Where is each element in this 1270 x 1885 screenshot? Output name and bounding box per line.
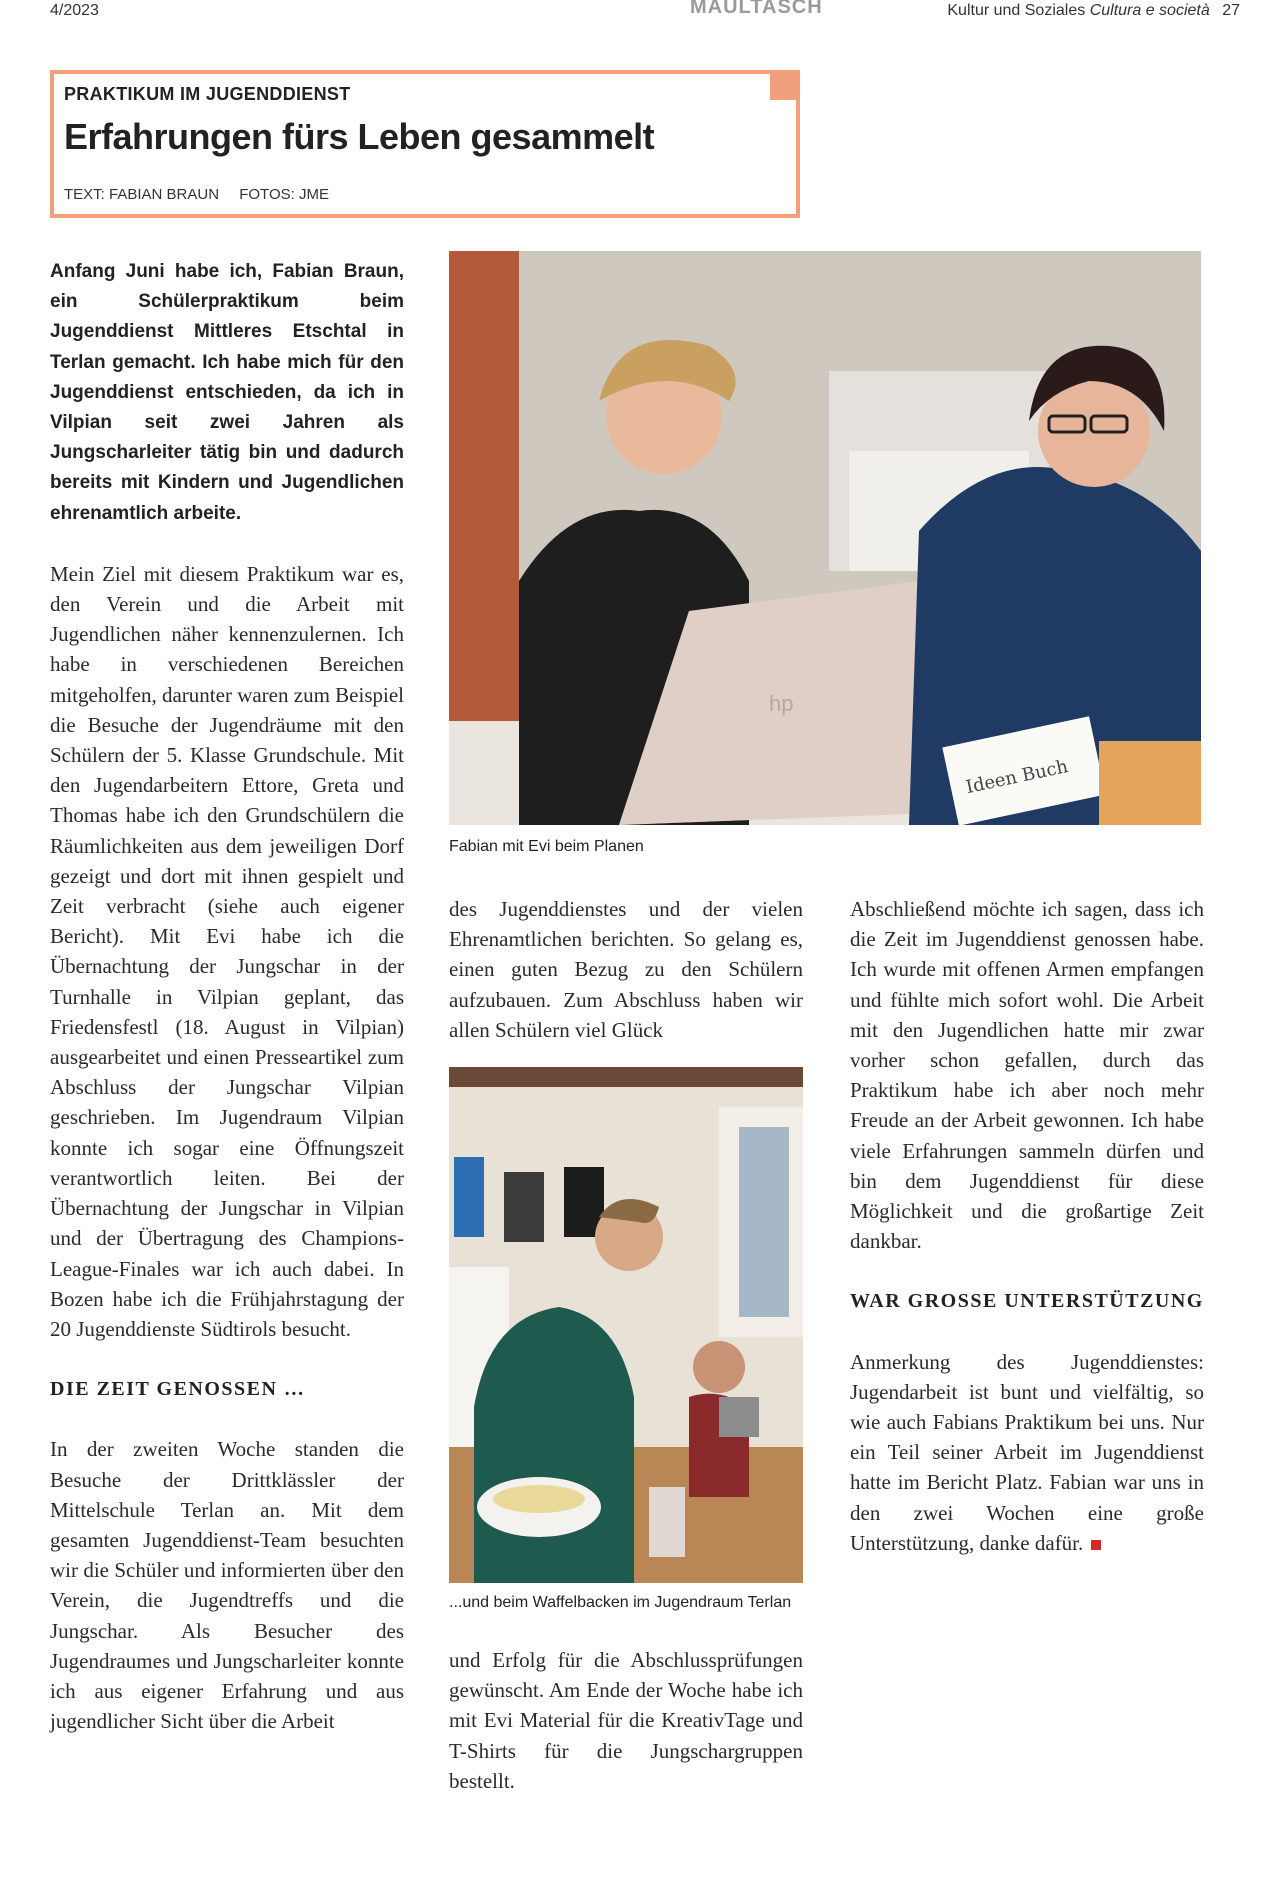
column-2-bottom xyxy=(449,1645,803,1796)
paragraph-2c: und Erfolg für die Abschlussprüfungen gewünscht. Am Ende der Woche habe ich mit Evi Material für die KreativTage und T-Shirts für die Jungschargruppen bestellt. xyxy=(449,1648,803,1793)
paragraph-2a: In der zweiten Woche standen die Besuche der Drittklässler der Mittelschule Terlan an. Mit dem gesamten Jugenddienst-Team besuchten wir die Schüler und informierten über den Verein, die Jugendtreffs und die Jungschar. Als Besucher des Jugendraumes und Jungscharleiter konnte ich aus eigener Erfahrung und aus jugendlicher Sicht über die Arbeit xyxy=(50,1437,404,1734)
title-box xyxy=(50,70,800,218)
article-headline: Erfahrungen fürs Leben gesammelt xyxy=(64,116,655,157)
lead-paragraph: Anfang Juni habe ich, Fabian Braun, ein Schülerpraktikum beim Jugenddienst Mittleres Etschtal in Terlan gemacht. Ich habe mich für den Jugenddienst entschieden, da ich in Vilpian seit zwei Jahren als Jungscharleiter tätig bin und dadurch bereits mit Kindern und Jugendlichen ehrenamtlich arbeite. xyxy=(50,261,404,524)
paragraph-1: Mein Ziel mit diesem Praktikum war es, den Verein und die Arbeit mit Jugendlichen näher kennenzulernen. Ich habe in verschiedenen Bereichen mitgeholfen, darunter waren zum Beispiel die Besuche der Jugendräume mit den Schülern der 5. Klasse Grundschule. Mit den Jugendarbeitern Ettore, Greta und Thomas habe ich den Grundschülern die Räumlichkeiten aus dem jeweiligen Dorf gezeigt und dort mit ihnen gespielt und Zeit verbracht (siehe auch eigener Bericht). Mit Evi habe ich die Übernachtung der Jungschar in der Turnhalle in Vilpian geplant, das Friedensfestl (18. August in Vilpian) ausgearbeitet und einen Presseartikel zum Abschluss der Jungschar Vilpian geschrieben. Im Jugendraum Vilpian konnte ich sogar eine Öffnungszeit verantwortlich leiten. Bei der Übernachtung der Jungschar in Vilpian und der Übertragung des Champions-League-Finales war ich auch dabei. In Bozen habe ich die Frühjahrstagung der 20 Jugenddienste Südtirols besucht. xyxy=(50,561,404,1341)
column-3 xyxy=(850,894,1204,1558)
photo-waffle-illustration xyxy=(449,1067,803,1583)
photo-credit: FOTOS: JME xyxy=(239,186,329,203)
notebook-text: Ideen Buch xyxy=(964,756,1070,799)
paragraph-4: Anmerkung des Jugenddienstes: Jugendarbeit ist bunt und vielfältig, so wie auch Fabians Praktikum bei uns. Nur ein Teil seiner Arbeit im Jugenddienst hatte im Bericht Platz. Fabian war uns in den zwei Wochen eine große Unterstützung, danke dafür. xyxy=(850,1349,1204,1555)
column-2-top xyxy=(449,894,803,1045)
photo-planning xyxy=(449,251,1201,825)
subheading-1: DIE ZEIT GENOSSEN … xyxy=(50,1378,306,1401)
end-mark-icon xyxy=(1091,1540,1101,1550)
paragraph-2b: des Jugenddienstes und der vielen Ehrenamtlichen berichten. So gelang es, einen guten Bezug zu den Schülern aufzubauen. Zum Abschluss haben wir allen Schülern viel Glück xyxy=(449,897,803,1042)
laptop-logo: hp xyxy=(769,691,794,716)
masthead: MAULTASCH xyxy=(690,0,823,18)
text-credit: TEXT: FABIAN BRAUN xyxy=(64,186,220,203)
column-1 xyxy=(50,257,404,1736)
subheading-2: WAR GROSSE UNTERSTÜTZUNG xyxy=(850,1290,1204,1313)
photo-waffle-baking xyxy=(449,1067,803,1583)
photo-planning-illustration xyxy=(449,251,1201,825)
section-german: Kultur und Soziales xyxy=(947,2,1086,19)
section-header xyxy=(947,2,1240,20)
page-number: 27 xyxy=(1222,2,1240,19)
section-italian: Cultura e società xyxy=(1089,2,1210,19)
paragraph-3: Abschließend möchte ich sagen, dass ich die Zeit im Jugenddienst genossen habe. Ich wurde mit offenen Armen empfangen und fühlte mich sofort wohl. Die Arbeit mit den Jugendlichen hatte mir zwar vorher schon gefallen, durch das Praktikum habe ich aber noch mehr Freude an der Arbeit gewonnen. Ich habe viele Erfahrungen sammeln dürfen und bin dem Jugenddienst für diese Möglichkeit und die großartige Zeit dankbar. xyxy=(850,897,1204,1254)
photo-caption-2: ...und beim Waffelbacken im Jugendraum Terlan xyxy=(449,1594,792,1611)
title-box-corner xyxy=(770,70,800,100)
article-credits xyxy=(64,186,345,203)
article-kicker: PRAKTIKUM IM JUGENDDIENST xyxy=(64,84,351,104)
issue-number: 4/2023 xyxy=(50,2,99,19)
photo-caption-1: Fabian mit Evi beim Planen xyxy=(449,838,644,855)
